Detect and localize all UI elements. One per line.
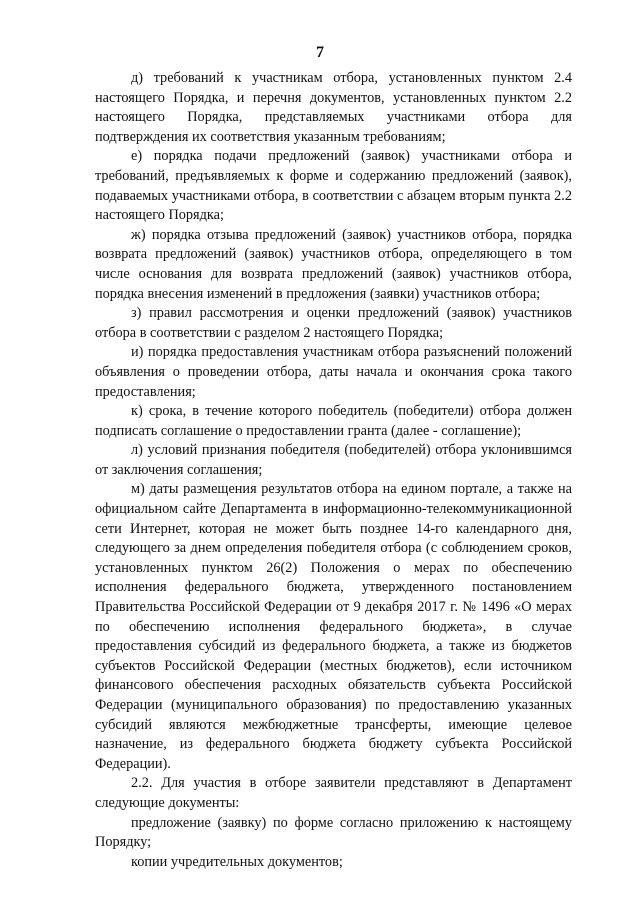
- paragraph-m: м) даты размещения результатов отбора на едином портале, а также на официальном сайте Департамента в информационно-телекоммуникационной сети Интернет, которая не может быть позднее 14-го календарного дня, следующего за днем определения победителя отбора (с соблюдением сроков, установленных пунктом 26(2) Положения о мерах по обеспечению исполнения федерального бюджета, утвержденного постановлением Правительства Российской Федерации от 9 декабря 2017 г. № 1496 «О мерах по обеспечению исполнения федерального бюджета», в случае предоставления субсидий из федерального бюджета, а также из бюджетов субъектов Российской Федерации (местных бюджетов), если источником финансового обеспечения расходных обязательств субъекта Российской Федерации (муниципального образования) по предоставлению указанных субсидий являются межбюджетные трансферты, имеющие целевое назначение, из федерального бюджета бюджету субъекта Российской Федерации).: [95, 481, 572, 772]
- page-number: 7: [316, 44, 324, 61]
- paragraph-e: е) порядка подачи предложений (заявок) участниками отбора и требований, предъявляемых к форме и содержанию предложений (заявок), подаваемых участниками отбора, в соответствии с абзацем вторым пункта 2.2 настоящего Порядка;: [95, 148, 572, 224]
- paragraph-2-2: 2.2. Для участия в отборе заявители представляют в Департамент следующие документы:: [95, 775, 572, 811]
- paragraph-zh: ж) порядка отзыва предложений (заявок) участников отбора, порядка возврата предложений (заявок) участников отбора, определяющего в том числе основания для возврата предложений (заявок) участников отбора, порядка внесения изменений в предложения (заявки) участников отбора;: [95, 226, 572, 302]
- paragraph-i: и) порядка предоставления участникам отбора разъяснений положений объявления о проведении отбора, даты начала и окончания срока такого предоставления;: [95, 344, 572, 400]
- paragraph-z: з) правил рассмотрения и оценки предложений (заявок) участников отбора в соответствии с разделом 2 настоящего Порядка;: [95, 305, 572, 341]
- paragraph-l: л) условий признания победителя (победителей) отбора уклонившимся от заключения соглашения;: [95, 442, 572, 478]
- paragraph-d: д) требований к участникам отбора, установленных пунктом 2.4 настоящего Порядка, и перечня документов, установленных пунктом 2.2 настоящего Порядка, представляемых участниками отбора для подтверждения их соответствия указанным требованиям;: [95, 70, 572, 145]
- paragraph-application: предложение (заявку) по форме согласно приложению к настоящему Порядку;: [95, 814, 572, 851]
- paragraph-charter-copies: копии учредительных документов;: [131, 853, 343, 870]
- document-body: [95, 69, 572, 872]
- paragraph-k: к) срока, в течение которого победитель (победители) отбора должен подписать соглашение о предоставлении гранта (далее - соглашение);: [95, 403, 572, 439]
